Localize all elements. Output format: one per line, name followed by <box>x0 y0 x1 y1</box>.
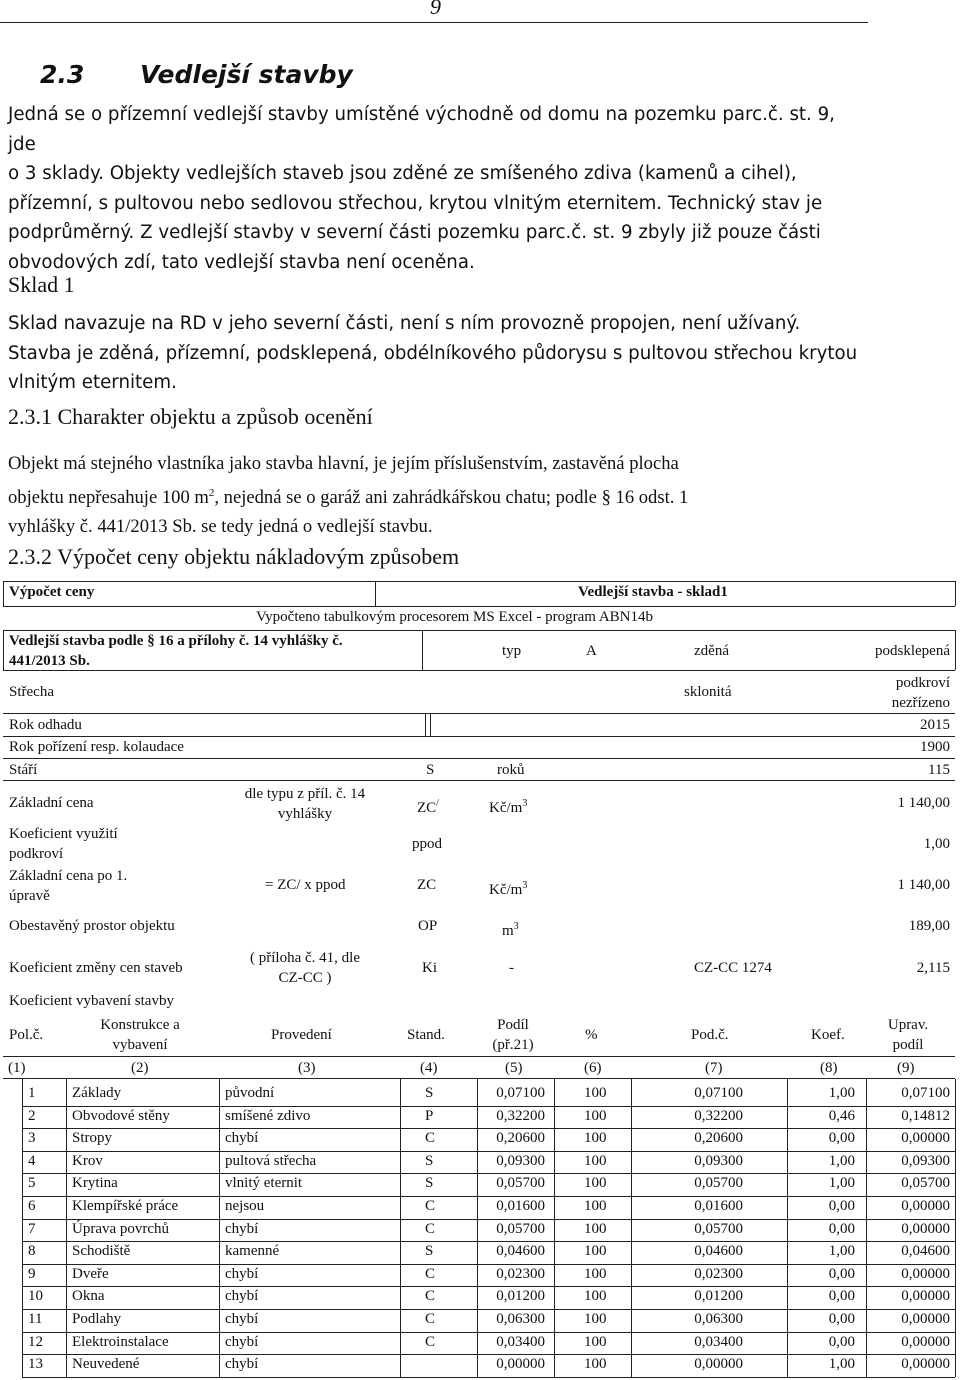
table-rule <box>22 1286 955 1287</box>
hdr-upr-line2: podíl <box>892 1037 924 1053</box>
cell-podil: 0,04600 <box>496 1243 545 1260</box>
colnum: (4) <box>420 1060 438 1076</box>
cell-prov: nejsou <box>225 1198 265 1214</box>
cell-podc: 0,20600 <box>694 1130 743 1147</box>
zakl-po-uprave-value: 1 140,00 <box>897 877 950 893</box>
cell-koef: 0,00 <box>828 1198 855 1214</box>
stari-symbol: S <box>426 762 435 778</box>
section-paragraph <box>8 100 858 277</box>
paragraph-line: obvodových zdí, tato vedlejší stavba není oceněna. <box>8 251 475 273</box>
dle-typu-line1: dle typu z příl. č. 14 <box>244 786 366 802</box>
podle-line2: 441/2013 Sb. <box>9 653 90 669</box>
rok-porizeni-label: Rok pořízení resp. kolaudace <box>9 739 184 755</box>
cell-pol: 4 <box>28 1152 36 1169</box>
cell-upr: 0,09300 <box>901 1152 950 1169</box>
hdr-koef: Koef. <box>811 1027 845 1043</box>
cell-prov: chybí <box>225 1311 259 1327</box>
cell-koef: 0,00 <box>828 1311 855 1327</box>
table-rule <box>3 1078 955 1079</box>
ppod-symbol: ppod <box>412 836 442 852</box>
cell-pct: 100 <box>584 1198 607 1214</box>
cell-koef: 1,00 <box>828 1356 855 1373</box>
cell-podil: 0,02300 <box>496 1265 545 1282</box>
hdr-podil-line2: (př.21) <box>492 1037 534 1053</box>
cell-name: Obvodové stěny <box>72 1107 170 1124</box>
cell-prov: chybí <box>225 1130 259 1147</box>
cell-upr: 0,00000 <box>901 1130 950 1147</box>
cell-koef: 0,00 <box>828 1288 855 1305</box>
cell-prov: chybí <box>225 1333 259 1350</box>
cell-upr: 0,05700 <box>901 1175 950 1192</box>
zakl-po-uprave-line1: Základní cena po 1. <box>9 868 128 884</box>
cell-koef: 1,00 <box>828 1152 855 1169</box>
table-rule <box>3 780 955 781</box>
hdr-konstrukce-line1: Konstrukce a <box>100 1017 180 1033</box>
cell-pct: 100 <box>584 1311 607 1327</box>
zakladni-cena-value: 1 140,00 <box>897 795 950 811</box>
cell-podil: 0,20600 <box>496 1130 545 1147</box>
koef-vyuziti-line1: Koeficient využití <box>9 826 118 842</box>
subsection-heading-character: 2.3.1 Charakter objektu a způsob ocenění <box>8 404 373 429</box>
cell-upr: 0,00000 <box>901 1198 950 1214</box>
cell-pct: 100 <box>584 1288 607 1305</box>
cell-podc: 0,01600 <box>694 1198 743 1214</box>
cell-podc: 0,07100 <box>694 1085 743 1101</box>
cell-upr: 0,07100 <box>901 1085 950 1101</box>
colnum: (1) <box>8 1060 26 1076</box>
hdr-konstrukce-line2: vybavení <box>112 1037 168 1053</box>
strecha-label: Střecha <box>9 684 54 700</box>
table-rule <box>22 1377 955 1378</box>
table-rule <box>3 581 955 582</box>
cell-pol: 1 <box>28 1085 36 1101</box>
hdr-podil-line1: Podíl <box>497 1017 529 1033</box>
table-rule <box>3 630 955 631</box>
paragraph-line: Jedná se o přízemní vedlejší stavby umístěné východně od domu na pozemku parc.č. st. 9, jde <box>8 104 835 155</box>
table-rule <box>3 581 4 606</box>
podkrovi-line1: podkroví <box>895 675 950 691</box>
priloha-line2: CZ-CC ) <box>278 970 332 986</box>
hdr-stand: Stand. <box>407 1027 445 1043</box>
zc-unit: $Kč/m^3$ <box>489 798 528 816</box>
table-rule <box>3 670 955 671</box>
table-rule <box>22 1354 955 1355</box>
cell-prov: smíšené zdivo <box>225 1107 311 1124</box>
cell-stand: C <box>425 1220 436 1237</box>
ki-symbol: Ki <box>422 960 437 976</box>
table-rule <box>3 606 955 607</box>
cell-pct: 100 <box>584 1152 607 1169</box>
cell-prov: chybí <box>225 1220 259 1237</box>
hdr-podc: Pod.č. <box>691 1027 729 1043</box>
paragraph-line: vlnitým eternitem. <box>8 372 177 393</box>
cell-name: Neuvedené <box>72 1356 140 1373</box>
cell-stand: C <box>425 1198 436 1214</box>
paragraph-line: Sklad navazuje na RD v jeho severní části, není s ním provozně propojen, není užívaný. <box>8 313 801 334</box>
table-rule <box>375 581 376 606</box>
table-rule <box>22 1128 955 1129</box>
cell-pol: 2 <box>28 1107 36 1124</box>
podkrovi-line2: nezřízeno <box>891 695 950 711</box>
hdr-provedeni: Provedení <box>271 1027 332 1043</box>
hdr-upr-line1: Uprav. <box>887 1017 929 1033</box>
cell-podil: 0,06300 <box>496 1311 545 1327</box>
cell-podil: 0,05700 <box>496 1220 545 1237</box>
colnum: (2) <box>131 1060 149 1076</box>
op-symbol: OP <box>418 918 438 934</box>
cell-podc: 0,05700 <box>694 1220 743 1237</box>
cell-name: Schodiště <box>72 1243 131 1260</box>
cell-upr: 0,04600 <box>901 1243 950 1260</box>
cell-pct: 100 <box>584 1085 607 1101</box>
cell-prov: chybí <box>225 1265 259 1282</box>
cell-prov: kamenné <box>225 1243 280 1260</box>
cell-upr: 0,00000 <box>901 1311 950 1327</box>
hdr-pol: Pol.č. <box>9 1027 44 1043</box>
cell-prov: chybí <box>225 1356 259 1373</box>
paragraph-line: Stavba je zděná, přízemní, podsklepená, obdélníkového půdorysu s pultovou střechou krytou <box>8 342 858 364</box>
paragraph-line: vyhlášky č. 441/2013 Sb. se tedy jedná o vedlejší stavbu. <box>8 516 433 538</box>
cell-name: Dveře <box>72 1265 109 1282</box>
cell-podil: 0,05700 <box>496 1175 545 1192</box>
cell-koef: 1,00 <box>828 1085 855 1101</box>
cell-pol: 9 <box>28 1265 36 1282</box>
table-rule <box>955 630 956 670</box>
cell-stand: C <box>425 1311 436 1327</box>
podle-line1: Vedlejší stavba podle § 16 a přílohy č. 14 vyhlášky č. <box>9 633 343 649</box>
cell-stand: C <box>425 1333 436 1350</box>
cell-pct: 100 <box>584 1220 607 1237</box>
stari-label: Stáří <box>9 762 38 778</box>
subsection-heading-calculation: 2.3.2 Výpočet ceny objektu nákladovým způsobem <box>8 544 460 569</box>
sklad-heading: Sklad 1 <box>8 272 75 297</box>
podsklepeni: podsklepená <box>875 643 950 659</box>
cell-podc: 0,03400 <box>694 1333 743 1350</box>
cell-podc: 0,32200 <box>694 1107 743 1124</box>
cell-prov: původní <box>225 1085 275 1101</box>
cell-pct: 100 <box>584 1265 607 1282</box>
cell-upr: 0,00000 <box>901 1220 950 1237</box>
formula: = ZC/ x ppod <box>265 877 346 893</box>
rok-odhadu-label: Rok odhadu <box>9 717 82 733</box>
op-unit: $m^3$ <box>502 921 519 939</box>
colnum: (9) <box>897 1060 915 1076</box>
cell-podil: 0,03400 <box>496 1333 545 1350</box>
stavba-name: Vedlejší stavba - sklad1 <box>578 584 728 600</box>
cell-name: Podlahy <box>72 1311 122 1327</box>
cell-stand: C <box>425 1265 436 1282</box>
paragraph-line: podprůměrný. Z vedlejší stavby v severní části pozemku parc.č. st. 9 zbyly již pouze části <box>8 222 821 243</box>
header-rule <box>0 22 868 23</box>
cell-pol: 11 <box>28 1311 43 1327</box>
colnum: (7) <box>705 1060 723 1076</box>
czcc: CZ-CC 1274 <box>694 960 772 976</box>
section-title: Vedlejší stavby <box>140 60 353 89</box>
cell-pol: 3 <box>28 1130 36 1147</box>
cell-pct: 100 <box>584 1356 607 1373</box>
koef-vybaveni-label: Koeficient vybavení stavby <box>9 993 174 1009</box>
cell-pct: 100 <box>584 1175 607 1192</box>
rok-odhadu: 2015 <box>920 717 950 733</box>
cell-stand: S <box>425 1243 434 1260</box>
cell-upr: 0,00000 <box>901 1265 950 1282</box>
colnum: (5) <box>505 1060 523 1076</box>
table-rule <box>22 1264 955 1265</box>
cell-podc: 0,04600 <box>694 1243 743 1260</box>
table-rule <box>22 1173 955 1174</box>
table-rule <box>22 1241 955 1242</box>
material: zděná <box>694 643 729 659</box>
table-rule <box>955 581 956 606</box>
cell-stand: C <box>425 1288 436 1305</box>
paragraph-line: přízemní, s pultovou nebo sedlovou střechou, krytou vlnitým eternitem. Technický stav je <box>8 192 823 214</box>
cell-stand: P <box>425 1107 434 1124</box>
cell-podc: 0,06300 <box>694 1311 743 1327</box>
table-rule <box>22 1309 955 1310</box>
cell-upr: 0,00000 <box>901 1356 950 1373</box>
table-rule <box>22 1332 955 1333</box>
table-rule <box>422 630 423 670</box>
cell-podil: 0,01600 <box>496 1198 545 1214</box>
cell-koef: 0,00 <box>828 1333 855 1350</box>
section-heading <box>40 60 353 89</box>
cell-name: Stropy <box>72 1130 113 1147</box>
zc-symbol: ZC/ <box>417 798 439 816</box>
character-paragraph <box>8 449 868 542</box>
colnum: (3) <box>298 1060 316 1076</box>
cell-pol: 12 <box>28 1333 43 1350</box>
table-rule <box>22 1196 955 1197</box>
table-rule <box>430 713 431 736</box>
cell-stand: S <box>425 1175 434 1192</box>
cell-prov: pultová střecha <box>225 1152 317 1169</box>
cell-pct: 100 <box>584 1130 607 1147</box>
cell-podc: 0,05700 <box>694 1175 743 1192</box>
paragraph-line: objektu nepřesahuje 100 $m^2$, nejedná se o garáž ani zahrádkářskou chatu; podle § 16 odst. 1 <box>8 486 689 508</box>
ppod-value: 1,00 <box>923 836 950 852</box>
cell-podc: 0,09300 <box>694 1152 743 1169</box>
cell-upr: 0,14812 <box>901 1107 950 1124</box>
cell-prov: chybí <box>225 1288 259 1305</box>
koef-vyuziti-line2: podkroví <box>9 846 64 862</box>
cell-podil: 0,07100 <box>496 1085 545 1101</box>
table-rule <box>3 736 955 737</box>
cell-koef: 1,00 <box>828 1175 855 1192</box>
koef-zmeny-label: Koeficient změny cen staveb <box>9 960 183 976</box>
sklad-paragraph <box>8 309 868 398</box>
cell-koef: 1,00 <box>828 1243 855 1260</box>
cell-pol: 10 <box>28 1288 43 1305</box>
op-value: 189,00 <box>908 918 950 934</box>
ki-dash: - <box>509 960 514 976</box>
page-number: 9 <box>430 0 441 19</box>
cell-pol: 6 <box>28 1198 36 1214</box>
obestaveny-label: Obestavěný prostor objektu <box>9 918 175 934</box>
calc-title: Výpočet ceny <box>9 584 95 600</box>
cell-podil: 0,00000 <box>496 1356 545 1373</box>
cell-pol: 5 <box>28 1175 36 1192</box>
zc2-symbol: ZC <box>417 877 437 893</box>
cell-koef: 0,46 <box>828 1107 855 1124</box>
cell-name: Okna <box>72 1288 105 1305</box>
cell-podil: 0,09300 <box>496 1152 545 1169</box>
table-rule <box>3 630 4 670</box>
cell-pct: 100 <box>584 1243 607 1260</box>
cell-stand: C <box>425 1130 436 1147</box>
zakl-po-uprave-line2: úpravě <box>9 888 50 904</box>
cell-pol: 8 <box>28 1243 36 1260</box>
table-rule <box>22 1219 955 1220</box>
table-rule <box>3 758 955 759</box>
cell-koef: 0,00 <box>828 1130 855 1147</box>
paragraph-line: o 3 sklady. Objekty vedlejších staveb jsou zděné ze smíšeného zdiva (kamenů a cihel), <box>8 163 797 184</box>
table-rule <box>3 713 955 714</box>
cell-pol: 13 <box>28 1356 43 1373</box>
ki-value: 2,115 <box>916 960 950 976</box>
cell-podc: 0,01200 <box>694 1288 743 1305</box>
cell-stand: S <box>425 1085 434 1101</box>
table-rule <box>425 713 426 736</box>
strecha-value: sklonitá <box>684 684 732 700</box>
cell-pct: 100 <box>584 1107 607 1124</box>
cell-podc: 0,02300 <box>694 1265 743 1282</box>
cell-name: Elektroinstalace <box>72 1333 169 1350</box>
typ-value: A <box>586 643 597 659</box>
cell-name: Krov <box>72 1152 103 1169</box>
cell-name: Klempířské práce <box>72 1198 179 1214</box>
cell-podil: 0,32200 <box>496 1107 545 1124</box>
priloha-line1: ( příloha č. 41, dle <box>250 950 360 966</box>
dle-typu-line2: vyhlášky <box>277 806 333 822</box>
cell-pol: 7 <box>28 1220 36 1237</box>
section-number: 2.3 <box>40 60 85 89</box>
table-rule <box>3 1056 955 1057</box>
cell-stand: S <box>425 1152 434 1169</box>
cell-name: Úprava povrchů <box>72 1220 170 1237</box>
colnum: (8) <box>820 1060 838 1076</box>
cell-koef: 0,00 <box>828 1265 855 1282</box>
cell-name: Krytina <box>72 1175 118 1192</box>
cell-pct: 100 <box>584 1333 607 1350</box>
cell-koef: 0,00 <box>828 1220 855 1237</box>
cell-podil: 0,01200 <box>496 1288 545 1305</box>
stari-unit: roků <box>497 762 525 778</box>
zakladni-cena-label: Základní cena <box>9 795 94 811</box>
table-rule <box>22 1151 955 1152</box>
cell-podc: 0,00000 <box>694 1356 743 1373</box>
zc2-unit: $Kč/m^3$ <box>489 880 528 898</box>
hdr-pct: % <box>585 1027 598 1043</box>
cell-upr: 0,00000 <box>901 1288 950 1305</box>
cell-name: Základy <box>72 1085 122 1101</box>
cell-prov: vlnitý eternit <box>225 1175 303 1192</box>
colnum: (6) <box>584 1060 602 1076</box>
paragraph-line: Objekt má stejného vlastníka jako stavba hlavní, je jejím příslušenstvím, zastavěná plocha <box>8 453 679 474</box>
table-rule <box>955 1079 956 1377</box>
table-rule <box>22 1106 955 1107</box>
excel-note: Vypočteno tabulkovým procesorem MS Excel - program ABN14b <box>256 609 654 625</box>
cell-upr: 0,00000 <box>901 1333 950 1350</box>
stari-value: 115 <box>928 762 950 778</box>
typ-label: typ <box>502 643 522 659</box>
rok-porizeni: 1900 <box>920 739 950 755</box>
